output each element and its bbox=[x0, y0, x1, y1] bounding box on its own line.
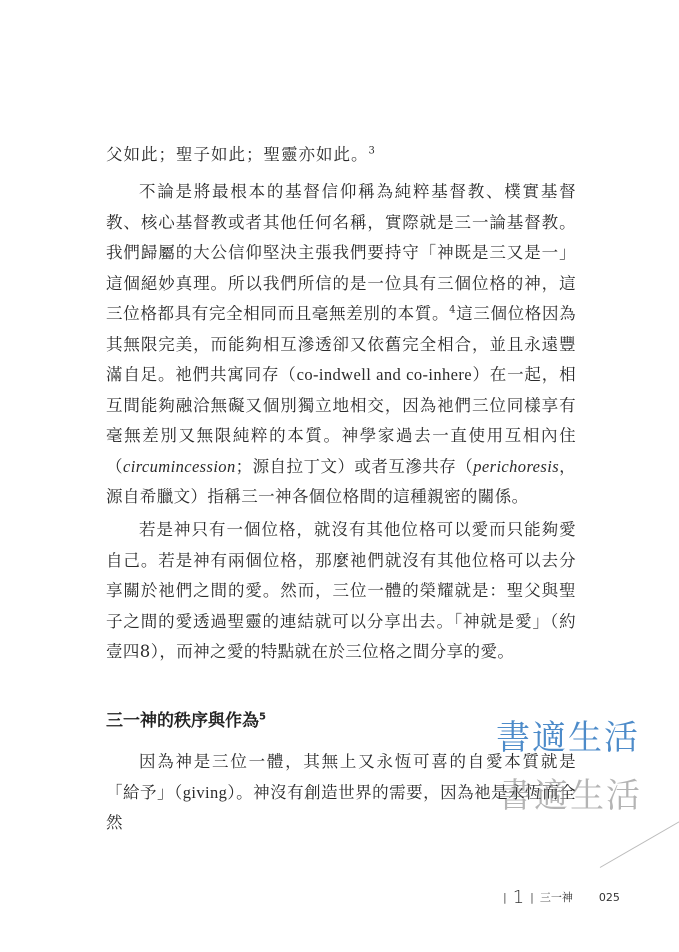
english-term-giving: giving bbox=[182, 782, 228, 802]
scripture-quote: 「神就是愛」 bbox=[453, 611, 550, 631]
footnote-3: 3 bbox=[368, 145, 376, 157]
paragraph-2: 若是神只有一個位格，就沒有其他位格可以愛而只能夠愛自己。若是神有兩個位格，那麼祂們就沒有其他位格可以去分享關於祂們之間的愛。然而，三位一體的榮耀就是：聖父與聖子之間的愛透過聖靈的連結就可以分享出去。「神就是愛」（約壹四8），而神之愛的特點就在於三位格之間分享的愛。 bbox=[106, 520, 576, 661]
divider: | bbox=[530, 890, 534, 904]
page-number: 025 bbox=[598, 890, 620, 904]
english-term: co-indwell and co-inhere bbox=[296, 365, 473, 384]
page-footer bbox=[503, 886, 620, 908]
chapter-number: 1 bbox=[512, 886, 525, 908]
greek-term-perichoresis: perichoresis bbox=[473, 456, 560, 476]
divider: | bbox=[503, 890, 507, 904]
footnote-4: 4 bbox=[449, 304, 456, 316]
watermark-gray: 書適生活 bbox=[498, 776, 642, 816]
watermark-blue: 書適生活 bbox=[496, 718, 640, 758]
paragraph-3: 因為神是三位一體，其無上又永恆可喜的自愛本質就是「給予」（giving）。神沒有創造世界的需要，因為祂是永恆而全然 bbox=[106, 752, 576, 832]
footnote-5: 5 bbox=[259, 711, 266, 723]
decorative-line bbox=[600, 817, 679, 868]
latin-term-circumincession: circumincession bbox=[122, 456, 236, 476]
paragraph-1: 不論是將最根本的基督信仰稱為純粹基督教、樸實基督教、核心基督教或者其他任何名稱，實際就是三一論基督教。我們歸屬的大公信仰堅決主張我們要持守「神既是三又是一」這個絕妙真理。所以我們所信的是一位具有三個位格的神，這三位格都具有完全相同而且毫無差別的本質。$^4$這三個位格因為其無限完美，而能夠相互滲透卻又依舊完全相合，並且永遠豐滿自足。祂們共寓同存（co-indwell and co-inhere）在一起，相互間能夠融洽無礙又個別獨立地相交，因為祂們三位同樣享有毫無差別又無限純粹的本質。神學家過去一直使用互相內住（circumincession；源自拉丁文）或者互滲共存（perichoresis，源自希臘文）指稱三一神各個位格間的這種親密的關係。 bbox=[106, 182, 577, 506]
quote-line: 父如此；聖子如此；聖靈亦如此。$^3$ bbox=[106, 145, 376, 164]
section-heading: 三一神的秩序與作為$^5$ bbox=[106, 711, 266, 731]
chapter-title: 三一神 bbox=[539, 891, 573, 904]
